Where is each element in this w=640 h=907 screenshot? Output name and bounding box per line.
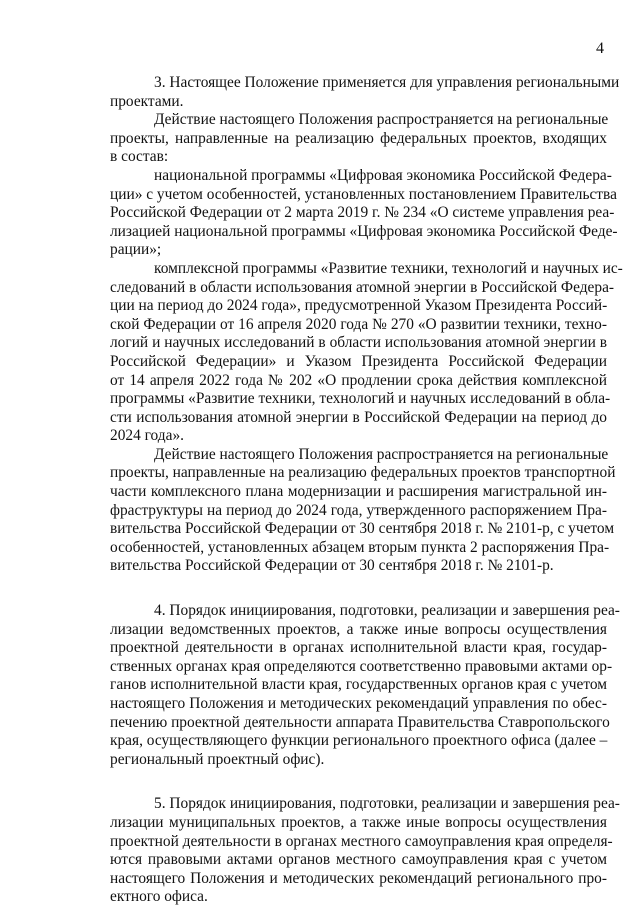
paragraph-transport	[110, 445, 616, 576]
text-line: проектами.	[110, 92, 184, 110]
text-line: ции» с учетом особенностей, установленных постановлением Правительства	[110, 185, 617, 203]
text-line: 5. Порядок инициирования, подготовки, реализации и завершения реа-	[154, 795, 620, 813]
text-line: ются правовыми актами органов местного самоуправления края с учетом	[110, 851, 607, 869]
text-line: вительства Российской Федерации от 30 сентября 2018 г. № 2101-р, с учетом	[110, 520, 615, 538]
text-line: следований в области использования атомной энергии в Российской Федера-	[110, 278, 615, 296]
text-line: фраструктуры на период до 2024 года, утвержденного распоряжением Пра-	[110, 501, 607, 519]
text-line: Российской Федерации» и Указом Президента Российской Федерации	[110, 352, 607, 370]
text-line: 4. Порядок инициирования, подготовки, реализации и завершения реа-	[154, 602, 620, 620]
document-body	[110, 74, 623, 907]
text-line: края, осуществляющего функции регионального проектного офиса (далее –	[110, 732, 608, 750]
text-line: программы «Развитие техники, технологий и научных исследований в обла-	[110, 390, 611, 408]
paragraph-5	[110, 795, 620, 907]
text-line: ской Федерации от 16 апреля 2020 года № 270 «О развитии техники, техно-	[110, 315, 607, 333]
text-line: лизации ведомственных проектов, а также иные вопросы осуществления	[110, 620, 607, 638]
text-line: от 14 апреля 2022 года № 202 «О продлении срока действия комплексной	[110, 371, 607, 389]
paragraph-3-intro	[110, 74, 620, 111]
text-line: настоящего Положения и методических рекомендаций управления по обес-	[110, 695, 607, 712]
text-line: ственных органах края определяются соответственно правовыми актами ор-	[110, 657, 613, 675]
text-line: в состав:	[110, 148, 169, 166]
text-line: части комплексного плана модернизации и расширения магистральной ин-	[110, 483, 607, 501]
paragraph-digital-economy	[110, 166, 618, 260]
text-line: ектного офиса.	[110, 888, 208, 906]
text-line: 2024 года».	[110, 427, 185, 445]
paragraph-gap	[110, 769, 607, 795]
paragraph-atomic-program	[110, 259, 623, 446]
paragraph-gap	[110, 576, 607, 602]
text-line: ции на период до 2024 года», предусмотренной Указом Президента Россий-	[110, 297, 608, 315]
text-line: рации»;	[110, 241, 162, 259]
page-number: 4	[596, 40, 604, 57]
text-line: проекты, направленные на реализацию федеральных проектов транспортной	[110, 464, 616, 482]
text-line: особенностей, установленных абзацем вторым пункта 2 распоряжения Пра-	[110, 538, 610, 556]
text-line: лизацией национальной программы «Цифровая экономика Российской Феде-	[110, 222, 618, 240]
text-line: печению проектной деятельности аппарата Правительства Ставропольского	[110, 713, 610, 731]
text-line: Действие настоящего Положения распространяется на региональные	[154, 111, 609, 129]
text-line: лизации муниципальных проектов, а также иные вопросы осуществления	[110, 813, 607, 831]
text-line: вительства Российской Федерации от 30 сентября 2018 г. № 2101-р.	[110, 557, 554, 575]
text-line: национальной программы «Цифровая экономика Российской Федера-	[154, 166, 612, 184]
text-line: 3. Настоящее Положение применяется для управления региональными	[154, 74, 620, 91]
text-line: логий и научных исследований в области использования атомной энергии в	[110, 334, 607, 352]
paragraph-3-scope	[110, 111, 607, 167]
text-line: Действие настоящего Положения распространяется на региональные	[154, 445, 609, 463]
text-line: Российской Федерации от 2 марта 2019 г. № 234 «О системе управления реа-	[110, 204, 615, 222]
text-line: проектной деятельности в органах исполнительной власти края, государ-	[110, 639, 607, 657]
paragraph-4	[110, 602, 620, 769]
text-line: проектной деятельности в органах местного самоуправления края определя-	[110, 832, 613, 850]
text-line: сти использования атомной энергии в Российской Федерации на период до	[110, 408, 607, 426]
text-line: проекты, направленные на реализацию федеральных проектов, входящих	[110, 129, 607, 147]
text-line: ганов исполнительной власти края, государственных органов края с учетом	[110, 676, 607, 694]
text-line: настоящего Положения и методических рекомендаций регионального про-	[110, 869, 607, 887]
text-line: региональный проектный офис).	[110, 750, 325, 768]
text-line: комплексной программы «Развитие техники, технологий и научных ис-	[154, 259, 623, 277]
